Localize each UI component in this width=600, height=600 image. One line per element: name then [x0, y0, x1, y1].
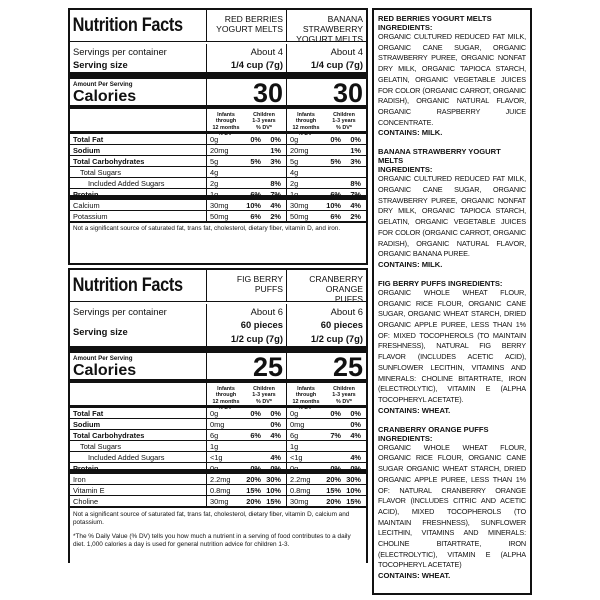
nutrient-values-p1 [206, 178, 286, 188]
nutrient-amount: 20mg [290, 146, 309, 155]
dv-children-value: 10% [266, 486, 281, 495]
nutrient-label: Protein [73, 190, 99, 199]
nutrient-amount: 0g [290, 409, 299, 418]
dv-infants-value [319, 452, 341, 462]
nutrient-values-p2 [286, 452, 366, 462]
nutrient-label: Total Fat [73, 135, 104, 144]
nutrient-values-p1 [206, 156, 286, 166]
servings-row [70, 302, 366, 318]
nutrient-amount: 30mg [210, 497, 229, 506]
panel-footnote: Not a significant source of saturated fat, trans fat, cholesterol, dietary fiber, vitamin D, calcium and potassium. [70, 507, 366, 530]
calories-label: Calories [73, 362, 137, 379]
dv-infants-value: 0% [330, 135, 341, 144]
nutrient-label: Potassium [73, 212, 108, 221]
product-name-line: BANANA STRAWBERRY [302, 14, 363, 34]
nutrient-values-p1 [206, 408, 286, 418]
allergen-statement: CONTAINS: WHEAT. [378, 571, 451, 581]
nutrient-label: Included Added Sugars [88, 179, 165, 188]
nutrient-values-p1 [206, 419, 286, 429]
dv-infants-value: 15% [326, 486, 341, 495]
servings-label: Servings per container [73, 306, 167, 317]
serving-size-label: Serving size [73, 326, 128, 337]
nutrient-amount: 6g [210, 431, 219, 440]
ingredients-banana-strawberry [378, 147, 526, 270]
nutrient-amount: 1g [290, 442, 299, 451]
nutrient-rows [70, 134, 366, 222]
nutrient-amount: 50mg [210, 212, 229, 221]
dv-infants-value: 20% [326, 475, 341, 484]
servings-value: About 6 [206, 304, 286, 318]
nutrient-values-p2 [286, 167, 366, 177]
dv-children-value: 10% [346, 486, 361, 495]
dv-infants-header: Infants through 12 months % DV* [292, 386, 320, 411]
nutrient-values-p2 [286, 156, 366, 166]
serving-size-value: 1/2 cup (7g) [206, 332, 286, 346]
panel-header [70, 270, 366, 302]
nutrient-amount: 1g [210, 442, 219, 451]
thick-divider [70, 72, 366, 79]
nutrient-values-p2 [286, 408, 366, 418]
serving-size-label: Serving size [73, 59, 128, 70]
dv-children-value: 4% [270, 453, 281, 462]
nutrient-amount: 0mg [210, 420, 225, 429]
ingredients-text: ORGANIC CULTURED REDUCED FAT MILK, ORGANIC CANE SUGAR, ORGANIC STRAWBERRY PUREE, ORGANIC NONFAT DRY MILK, ORGANIC TAPIOCA STARCH, GELATIN, ORGANIC VEGETABLE JUICES FOR COLOR (ORGANIC CARROT, ORGANIC RADISH), ORGANIC NATURAL FLAVOR, ORGANIC RASPBERRY JUICE CONCENTRATE. [378, 32, 526, 127]
product-name-red-berries [206, 10, 286, 41]
nutrient-row [70, 408, 366, 419]
daily-value-header [70, 383, 366, 411]
dv-infants-value [319, 178, 341, 188]
dv-infants-value [239, 419, 261, 429]
dv-infants-value: 0% [250, 409, 261, 418]
nutrient-amount: 0.8mg [210, 486, 231, 495]
dv-infants-value: 10% [326, 201, 341, 210]
dv-infants-value: 6% [250, 431, 261, 440]
dv-children-value: 15% [266, 497, 281, 506]
nutrient-amount: 30mg [210, 201, 229, 210]
nutrient-label: Total Carbohydrates [73, 157, 145, 166]
dv-infants-value [239, 441, 261, 451]
dv-infants-value [319, 145, 341, 155]
nutrient-values-p1 [206, 474, 286, 484]
pieces-value: 60 pieces [286, 318, 366, 332]
nutrient-values-p2 [286, 178, 366, 188]
nutrient-amount: 0.8mg [290, 486, 311, 495]
ingredients-text: ORGANIC CULTURED REDUCED FAT MILK, ORGANIC CANE SUGAR, ORGANIC STRAWBERRY PUREE, ORGANIC NONFAT DRY MILK, ORGANIC TAPIOCA STARCH, GELATIN, ORGANIC VEGETABLE JUICES FOR COLOR (ORGANIC CARROT, ORGANIC RADISH), ORGANIC NATURAL FLAVOR, ORGANIC BANANA PUREE. [378, 174, 526, 259]
amount-per-serving-label: Amount Per Serving [73, 355, 133, 362]
nutrient-values-p2 [286, 211, 366, 221]
servings-label: Servings per container [73, 46, 167, 57]
dv-infants-value: 15% [246, 486, 261, 495]
nutrient-label: Protein [73, 464, 99, 473]
dv-infants-value: 7% [330, 431, 341, 440]
serving-size-value: 1/4 cup (7g) [206, 58, 286, 72]
dv-children-value: 0% [350, 464, 361, 473]
dv-children-value [261, 167, 284, 177]
ingredients-text: ORGANIC WHOLE WHEAT FLOUR, ORGANIC RICE FLOUR, ORGANIC CANE SUGAR ORGANIC WHEAT STARCH, DRIED ORGANIC APPLE PUREE, LESS THAN 1% OF: NATURAL CRANBERRY ORANGE FLAVOR (INCLUDES CITRIC AND ACETIC ACID), MIXED TOCOPHEROLS (TO MAINTAIN FRESHNESS), SUNFLOWER LECITHIN, VITAMINS AND MINERALS: CHOLINE BITARTRATE, IRON (ELECTROLYTIC), VITAMIN E (ALPHA TOCOPHERYL ACETATE) [378, 442, 526, 570]
servings-value: About 4 [286, 44, 366, 58]
nutrient-amount: 5g [290, 157, 299, 166]
ingredients-fig-berry [378, 279, 526, 416]
dv-children-value: 0% [270, 464, 281, 473]
nutrient-row [70, 463, 366, 474]
dv-children-value: 0% [350, 135, 361, 144]
nutrient-values-p2 [286, 430, 366, 440]
nutrient-amount: 2g [210, 179, 219, 188]
nutrient-row [70, 441, 366, 452]
serving-size-value: 1/4 cup (7g) [286, 58, 366, 72]
nutrient-row [70, 452, 366, 463]
nutrient-row [70, 485, 366, 496]
dv-children-value: 1% [350, 146, 361, 155]
calories-value: 30 [286, 79, 366, 105]
nutrient-row [70, 496, 366, 507]
ingredients-title: CRANBERRY ORANGE PUFFS [378, 424, 489, 434]
panel-title: Nutrition Facts [72, 15, 183, 36]
dv-infants-header: Infants through 12 months % DV* [212, 112, 240, 137]
calories-value: 30 [206, 79, 286, 105]
nutrient-values-p2 [286, 474, 366, 484]
dv-children-value: 0% [350, 420, 361, 429]
nutrient-amount: 50mg [290, 212, 309, 221]
nutrient-amount: 2g [290, 179, 299, 188]
nutrient-values-p1 [206, 200, 286, 210]
dv-infants-value: 20% [246, 497, 261, 506]
nutrient-values-p1 [206, 430, 286, 440]
dv-infants-value [319, 167, 341, 177]
product-name-line: YOGURT MELTS [296, 34, 363, 44]
dv-children-value: 30% [266, 475, 281, 484]
dv-children-value: 8% [270, 179, 281, 188]
nutrient-label: Total Fat [73, 409, 104, 418]
nutrient-amount: 1g [290, 190, 299, 199]
dv-infants-value: 5% [330, 157, 341, 166]
ingredients-title: FIG BERRY PUFFS INGREDIENTS: [378, 278, 503, 288]
dv-children-header: Children 1-3 years % DV* [252, 112, 276, 131]
dv-children-value: 15% [346, 497, 361, 506]
nutrient-row [70, 419, 366, 430]
nutrient-amount: <1g [210, 453, 223, 462]
dv-infants-header: Infants through 12 months % DV* [212, 386, 240, 411]
calories-row [70, 353, 366, 383]
nutrient-row [70, 178, 366, 189]
nutrition-facts-panel-puffs [68, 268, 368, 563]
dv-children-value [261, 441, 284, 451]
nutrient-amount: 0mg [290, 420, 305, 429]
nutrient-label: Total Sugars [80, 442, 122, 451]
nutrient-row [70, 189, 366, 200]
nutrient-label: Sodium [73, 420, 101, 429]
ingredients-text: ORGANIC WHOLE WHEAT FLOUR, ORGANIC RICE FLOUR, ORGANIC CANE SUGAR, ORGANIC WHEAT STARCH, DRIED ORGANIC APPLE PUREE, LESS THAN 1% OF: MIXED TOCOPHEROLS (TO MAINTAIN FRESHNESS), NATURAL FIG BERRY FLAVOR (INCLUDES ACETIC ACID), SUNFLOWER LECITHIN, VITAMINS AND MINERALS: CHOLINE BITARTRATE, IRON (ELECTROLYTIC), VITAMIN E (ALPHA TOCOPHERYL ACETATE). [378, 287, 526, 404]
panel-footnote: Not a significant source of saturated fat, trans fat, cholesterol, dietary fiber, vitamin D, and iron. [70, 222, 366, 234]
dv-children-value: 7% [350, 190, 361, 199]
nutrient-values-p1 [206, 211, 286, 221]
nutrient-amount: 4g [210, 168, 219, 177]
dv-infants-value: 0% [330, 464, 341, 473]
dv-infants-value [319, 441, 341, 451]
nutrient-amount: 20mg [210, 146, 229, 155]
dv-children-value: 4% [350, 201, 361, 210]
nutrient-values-p1 [206, 463, 286, 473]
thick-divider [70, 346, 366, 353]
product-name-line: RED BERRIES [224, 14, 283, 24]
nutrient-label: Sodium [73, 146, 101, 155]
nutrient-values-p1 [206, 452, 286, 462]
product-name-cranberry-orange [286, 270, 366, 304]
dv-infants-value: 6% [250, 190, 261, 199]
nutrient-label: Calcium [73, 201, 100, 210]
nutrient-amount: 0g [210, 409, 219, 418]
nutrition-facts-panel-yogurt-melts [68, 8, 368, 265]
nutrient-amount: 2.2mg [290, 475, 311, 484]
ingredients-red-berries [378, 14, 526, 138]
calories-label-block [70, 79, 206, 105]
nutrient-amount: 30mg [290, 201, 309, 210]
dv-children-value: 2% [270, 212, 281, 221]
nutrient-values-p2 [286, 189, 366, 199]
nutrient-label: Included Added Sugars [88, 453, 165, 462]
nutrient-values-p1 [206, 189, 286, 199]
dv-children-value: 2% [350, 212, 361, 221]
nutrient-values-p1 [206, 145, 286, 155]
ingredients-panel [372, 8, 532, 595]
nutrient-amount: 0g [290, 135, 299, 144]
nutrient-values-p2 [286, 496, 366, 506]
dv-infants-value: 6% [330, 190, 341, 199]
dv-children-value: 7% [270, 190, 281, 199]
dv-children-value: 4% [350, 453, 361, 462]
ingredients-title: RED BERRIES YOGURT MELTS [378, 14, 492, 23]
servings-value: About 6 [286, 304, 366, 318]
nutrient-row [70, 200, 366, 211]
calories-value: 25 [206, 353, 286, 379]
nutrient-rows [70, 408, 366, 507]
nutrient-label: Total Sugars [80, 168, 122, 177]
product-name-line: FIG BERRY [236, 274, 283, 284]
nutrient-values-p2 [286, 485, 366, 495]
dv-children-value: 0% [350, 409, 361, 418]
nutrient-amount: 6g [290, 431, 299, 440]
serving-size-value: 1/2 cup (7g) [286, 332, 366, 346]
calories-value: 25 [286, 353, 366, 379]
amount-per-serving-label: Amount Per Serving [73, 81, 133, 88]
dv-children-value: 0% [270, 135, 281, 144]
dv-children-value: 3% [350, 157, 361, 166]
servings-row [70, 42, 366, 58]
dv-children-header: Children 1-3 years % DV* [252, 386, 276, 405]
dv-children-header: Children 1-3 years % DV* [332, 386, 356, 405]
serving-size-row [70, 326, 366, 346]
nutrient-row [70, 474, 366, 485]
nutrient-amount: 0g [210, 135, 219, 144]
dv-children-value: 0% [270, 409, 281, 418]
pieces-value: 60 pieces [206, 318, 286, 332]
nutrient-label: Choline [73, 497, 99, 506]
nutrient-amount: 0g [290, 464, 299, 473]
product-name-line: YOGURT MELTS [216, 24, 283, 34]
dv-children-value: 30% [346, 475, 361, 484]
nutrition-panels [68, 8, 368, 563]
product-name-banana-strawberry [286, 10, 366, 44]
dv-infants-value: 20% [246, 475, 261, 484]
ingredients-subtitle: INGREDIENTS: [378, 165, 433, 175]
dv-children-value: 0% [270, 420, 281, 429]
panel-title: Nutrition Facts [72, 275, 183, 296]
product-name-line: PUFFS [254, 284, 283, 294]
nutrient-amount: <1g [290, 453, 303, 462]
dv-infants-value [239, 452, 261, 462]
dv-infants-value: 0% [250, 135, 261, 144]
nutrient-row [70, 145, 366, 156]
dv-infants-value: 0% [330, 409, 341, 418]
nutrient-row [70, 134, 366, 145]
nutrient-row [70, 430, 366, 441]
allergen-statement: CONTAINS: MILK. [378, 128, 443, 138]
nutrient-values-p2 [286, 145, 366, 155]
nutrient-label: Total Carbohydrates [73, 431, 145, 440]
nutrient-values-p1 [206, 441, 286, 451]
dv-infants-value: 5% [250, 157, 261, 166]
nutrient-amount: 0g [210, 464, 219, 473]
daily-value-header [70, 109, 366, 137]
nutrient-amount: 2.2mg [210, 475, 231, 484]
dv-children-value: 8% [350, 179, 361, 188]
daily-value-note: *The % Daily Value (% DV) tells you how much a nutrient in a serving of food contributes to a daily diet. 1,000 calories a day is used for general nutrition advice for children 1-3. [73, 533, 351, 548]
dv-children-header: Children 1-3 years % DV* [332, 112, 356, 131]
dv-infants-value [239, 167, 261, 177]
nutrient-values-p2 [286, 419, 366, 429]
nutrient-label: Iron [73, 475, 86, 484]
nutrient-values-p1 [206, 496, 286, 506]
dv-children-value: 4% [270, 431, 281, 440]
dv-infants-value: 6% [250, 212, 261, 221]
nutrient-amount: 4g [290, 168, 299, 177]
ingredients-title: BANANA STRAWBERRY YOGURT MELTS [378, 147, 501, 166]
panel-header [70, 10, 366, 42]
servings-value: About 4 [206, 44, 286, 58]
nutrient-row [70, 211, 366, 222]
allergen-statement: CONTAINS: MILK. [378, 259, 443, 269]
ingredients-subtitle: INGREDIENTS: [378, 23, 433, 32]
nutrient-amount: 1g [210, 190, 219, 199]
nutrient-values-p1 [206, 167, 286, 177]
serving-size-row [70, 58, 366, 72]
product-name-line: CRANBERRY ORANGE [309, 274, 363, 294]
dv-children-value [341, 167, 364, 177]
dv-children-value [341, 441, 364, 451]
ingredients-cranberry-orange [378, 425, 526, 581]
dv-infants-value [319, 419, 341, 429]
nutrient-values-p1 [206, 485, 286, 495]
dv-infants-value [239, 178, 261, 188]
calories-row [70, 79, 366, 109]
nutrient-values-p2 [286, 134, 366, 144]
dv-infants-value: 0% [250, 464, 261, 473]
dv-infants-value: 20% [326, 497, 341, 506]
dv-infants-header: Infants through 12 months % DV* [292, 112, 320, 137]
dv-children-value: 3% [270, 157, 281, 166]
dv-infants-value: 6% [330, 212, 341, 221]
nutrient-row [70, 167, 366, 178]
nutrient-amount: 5g [210, 157, 219, 166]
nutrient-values-p2 [286, 200, 366, 210]
dv-infants-value: 10% [246, 201, 261, 210]
dv-children-value: 1% [270, 146, 281, 155]
dv-children-value: 4% [270, 201, 281, 210]
calories-label: Calories [73, 88, 137, 105]
nutrient-amount: 30mg [290, 497, 309, 506]
allergen-statement: CONTAINS: WHEAT. [378, 405, 451, 415]
ingredients-subtitle: INGREDIENTS: [378, 433, 433, 443]
dv-infants-value [239, 145, 261, 155]
calories-label-block [70, 353, 206, 379]
product-name-line: PUFFS [334, 294, 363, 304]
product-name-fig-berry [206, 270, 286, 301]
nutrient-values-p1 [206, 134, 286, 144]
nutrient-values-p2 [286, 463, 366, 473]
nutrient-row [70, 156, 366, 167]
dv-children-value: 4% [350, 431, 361, 440]
nutrient-label: Vitamin E [73, 486, 105, 495]
nutrient-values-p2 [286, 441, 366, 451]
